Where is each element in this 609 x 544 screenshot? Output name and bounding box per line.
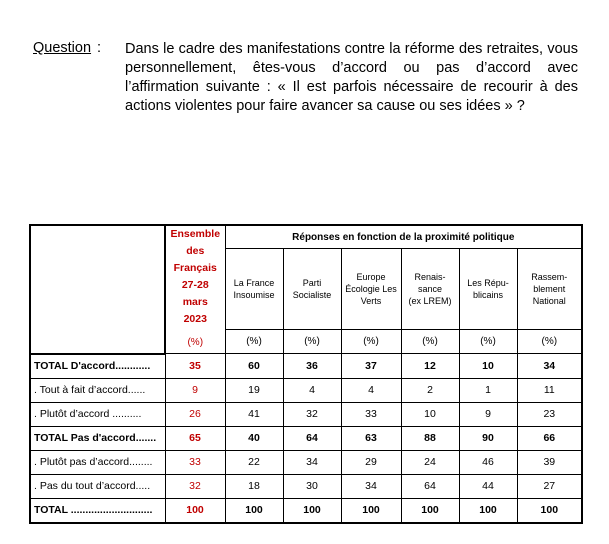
party-value: 27 [517,474,582,498]
row-label: TOTAL ............................ [30,498,165,523]
party-header-line: Socialiste [292,290,332,300]
party-value: 9 [459,402,517,426]
party-value: 66 [517,426,582,450]
ensemble-header [165,225,225,354]
party-header [517,249,582,330]
row-label: . Plutôt d’accord .......... [30,402,165,426]
ensemble-value: 100 [165,498,225,523]
question-label: Question [33,40,92,56]
party-header [401,249,459,330]
party-header [283,249,341,330]
proximity-header: Réponses en fonction de la proximité politique [225,225,582,249]
party-value: 46 [459,450,517,474]
results-table [29,224,583,524]
party-value: 40 [225,426,283,450]
party-header [459,249,517,330]
party-value: 10 [459,354,517,379]
party-header-line: Écologie Les [345,284,397,294]
row-label: . Pas du tout d’accord..... [30,474,165,498]
party-value: 63 [341,426,401,450]
party-header-line: (ex LREM) [408,296,452,306]
party-value: 4 [341,378,401,402]
party-header-line: blicains [472,290,503,300]
ensemble-value: 65 [165,426,225,450]
party-header-line: Verts [360,296,382,306]
party-header-line: Renais- [414,272,446,282]
party-value: 11 [517,378,582,402]
party-value: 37 [341,354,401,379]
party-header [225,249,283,330]
party-value: 64 [283,426,341,450]
party-header-line: National [532,296,566,306]
party-value: 64 [401,474,459,498]
party-value: 29 [341,450,401,474]
party-value: 23 [517,402,582,426]
party-value: 88 [401,426,459,450]
ensemble-value: 35 [165,354,225,379]
party-value: 19 [225,378,283,402]
party-value: 90 [459,426,517,450]
row-label: TOTAL Pas d'accord....... [30,426,165,450]
party-header-line: Parti [302,278,322,288]
ensemble-header-line: des [186,245,205,257]
party-value: 34 [517,354,582,379]
row-label: . Tout à fait d’accord...... [30,378,165,402]
party-value: 18 [225,474,283,498]
table-row [30,378,582,402]
party-value: 30 [283,474,341,498]
party-value: 22 [225,450,283,474]
unit-cell: (%) [459,330,517,354]
table-row [30,498,582,523]
party-value: 34 [283,450,341,474]
table-row [30,354,582,379]
table-row [30,402,582,426]
table-row [30,426,582,450]
party-header-line: Europe [356,272,386,282]
question-text: Dans le cadre des manifestations contre la réforme des retraites, vous personnellement, êtes-vous d’accord ou pas d’accord avec l’affirmation suivante : « Il est parfois nécessaire de recourir à des actions violentes pour faire avancer sa cause ou ses idées » ? [125,41,578,114]
unit-cell: (%) [401,330,459,354]
row-label: . Plutôt pas d’accord........ [30,450,165,474]
party-value: 100 [341,498,401,523]
party-header-line: sance [417,284,443,294]
ensemble-header-line: 2023 [183,313,207,325]
ensemble-header-line: Français [173,262,217,274]
ensemble-header-line: 27-28 [181,279,209,291]
unit-cell: (%) [283,330,341,354]
party-value: 44 [459,474,517,498]
party-header-line: blement [533,284,566,294]
party-value: 39 [517,450,582,474]
ensemble-value: 9 [165,378,225,402]
party-value: 12 [401,354,459,379]
unit-cell: (%) [225,330,283,354]
ensemble-value: 26 [165,402,225,426]
party-value: 4 [283,378,341,402]
unit-cell: (%) [517,330,582,354]
question-colon: : [97,40,102,56]
ensemble-header-line: mars [182,296,208,308]
party-value: 32 [283,402,341,426]
party-value: 33 [341,402,401,426]
party-value: 24 [401,450,459,474]
party-header-line: Les Répu- [467,278,509,288]
party-value: 100 [459,498,517,523]
party-value: 2 [401,378,459,402]
party-header-line: Insoumise [233,290,275,300]
ensemble-value: 33 [165,450,225,474]
corner-cell [30,225,165,354]
party-value: 10 [401,402,459,426]
party-value: 100 [283,498,341,523]
party-value: 100 [401,498,459,523]
party-header-line: La France [233,278,275,288]
party-value: 41 [225,402,283,426]
party-value: 100 [225,498,283,523]
row-label: TOTAL D'accord............ [30,354,165,379]
ensemble-value: 32 [165,474,225,498]
ensemble-header-line: Ensemble [170,228,221,240]
table-row [30,474,582,498]
party-header [341,249,401,330]
party-value: 60 [225,354,283,379]
party-value: 34 [341,474,401,498]
ensemble-unit: (%) [187,337,204,348]
unit-cell: (%) [341,330,401,354]
party-header-line: Rassem- [531,272,568,282]
party-value: 1 [459,378,517,402]
party-value: 36 [283,354,341,379]
party-value: 100 [517,498,582,523]
table-row [30,450,582,474]
